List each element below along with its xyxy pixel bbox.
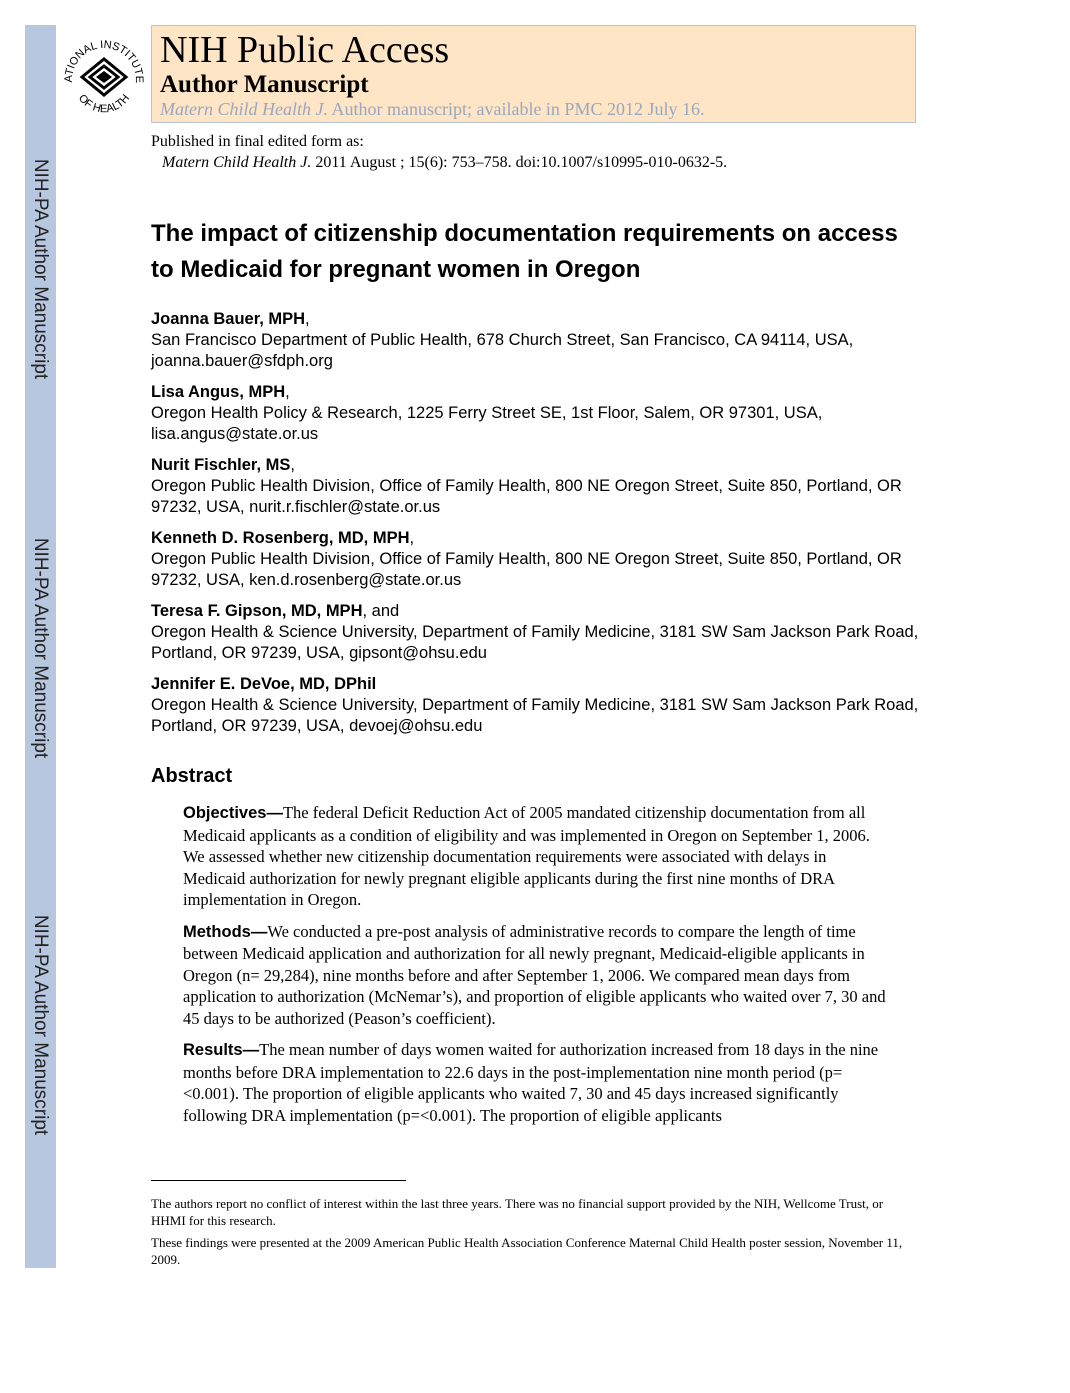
results-label: Results— <box>183 1041 260 1059</box>
logo-text-top: ATIONAL INSTITUTE <box>62 38 146 84</box>
results-text: The mean number of days women waited for authorization increased from 18 days in the nine months before DRA implementation to 22.6 days in the post-implementation nine month period (p=<0.001). The proportion of eligible applicants who waited 7, 30 and 45 days increased significantly following DRA implementation (p=<0.001). The proportion of eligible applicants <box>183 1040 879 1125</box>
nih-header <box>151 25 916 123</box>
published-journal: Matern Child Health J. <box>162 154 312 171</box>
footnote: The authors report no conflict of interest within the last three years. There was no financial support provided by the NIH, Wellcome Trust, or HHMI for this research. <box>151 1196 884 1228</box>
author-affiliation: Oregon Health & Science University, Department of Family Medicine, 3181 SW Sam Jackson Park Road, Portland, OR 97239, USA, devoej@ohsu.edu <box>151 696 919 735</box>
citation-text: 2011 August ; 15(6): 753–758. doi:10.1007/s10995-010-0632-5. <box>315 154 728 171</box>
nih-logo <box>56 25 151 125</box>
author-affiliation: San Francisco Department of Public Health, 678 Church Street, San Francisco, CA 94114, USA, joanna.bauer@sfdph.org <box>151 331 854 370</box>
availability-text: Author manuscript; available in PMC 2012 July 16. <box>331 99 705 119</box>
author-entry <box>151 528 921 591</box>
author-sep: , <box>305 310 310 328</box>
author-affiliation: Oregon Public Health Division, Office of Family Health, 800 NE Oregon Street, Suite 850, Portland, OR 97232, USA, ken.d.rosenberg@state.or.us <box>151 550 902 589</box>
methods-label: Methods— <box>183 922 268 941</box>
abstract-heading: Abstract <box>151 765 233 787</box>
author-sep: , <box>290 456 295 474</box>
author-name: Lisa Angus, MPH <box>151 383 286 401</box>
published-info <box>151 131 727 173</box>
author-entry <box>151 382 921 445</box>
footnote: These findings were presented at the 2009 American Public Health Association Conference Maternal Child Health poster session, November 11, 2009. <box>151 1235 903 1267</box>
abstract-methods <box>183 921 888 1030</box>
journal-name: Matern Child Health J. <box>160 99 328 119</box>
published-label: Published in final edited form as: <box>151 133 364 150</box>
author-affiliation: Oregon Public Health Division, Office of Family Health, 800 NE Oregon Street, Suite 850, Portland, OR 97232, USA, nurit.r.fischler@state.or.us <box>151 477 902 516</box>
footnotes <box>151 1195 911 1273</box>
hhs-eagle-icon <box>82 59 126 95</box>
author-name: Jennifer E. DeVoe, MD, DPhil <box>151 675 377 693</box>
abstract-body <box>183 802 888 1136</box>
paper-title: The impact of citizenship documentation requirements on access to Medicaid for pregnant women in Oregon <box>151 220 898 283</box>
author-name: Joanna Bauer, MPH <box>151 310 306 328</box>
objectives-label: Objectives— <box>183 804 283 822</box>
author-name: Teresa F. Gipson, MD, MPH <box>151 602 363 620</box>
author-list <box>151 309 921 747</box>
objectives-text: The federal Deficit Reduction Act of 2005 mandated citizenship documentation from all Medicaid applicants as a condition of eligibility and was implemented in Oregon on September 1, 2006. We assessed whether new citizenship documentation requirements were associated with delays in Medicaid authorization for newly pregnant eligible applicants during the first nine months of DRA implementation in Oregon. <box>183 803 870 909</box>
author-name: Nurit Fischler, MS <box>151 456 291 474</box>
sidebar-label: NIH-PA Author Manuscript <box>30 914 51 1136</box>
author-sep: , and <box>362 602 400 620</box>
author-entry <box>151 455 921 518</box>
methods-text: We conducted a pre-post analysis of administrative records to compare the length of time between Medicaid application and authorization for all newly pregnant, Medicaid-eligible applicants in Oregon (n= 29,284), nine months before and after September 1, 2006. We compared mean days from application to authorization (McNemar’s), and proportion of eligible applicants who waited over 7, 30 and 45 days to be authorized (Peason’s coefficient). <box>183 921 886 1028</box>
author-name: Kenneth D. Rosenberg, MD, MPH <box>151 529 410 547</box>
footnote-divider <box>151 1180 406 1181</box>
logo-text-bottom: OF HEALTH <box>75 92 133 116</box>
author-affiliation: Oregon Health Policy & Research, 1225 Ferry Street SE, 1st Floor, Salem, OR 97301, USA, lisa.angus@state.or.us <box>151 404 823 443</box>
author-entry <box>151 309 921 372</box>
author-entry <box>151 674 921 737</box>
sidebar-label: NIH-PA Author Manuscript <box>30 158 51 380</box>
abstract-objectives <box>183 802 888 911</box>
nih-subtitle: Author Manuscript <box>160 71 369 98</box>
sidebar-label: NIH-PA Author Manuscript <box>30 537 51 759</box>
availability-line <box>160 99 704 120</box>
author-sep: , <box>409 529 415 547</box>
author-entry <box>151 601 921 664</box>
nih-title: NIH Public Access <box>160 29 450 71</box>
author-sep: , <box>285 383 290 401</box>
author-affiliation: Oregon Health & Science University, Department of Family Medicine, 3181 SW Sam Jackson Park Road, Portland, OR 97239, USA, gipsont@ohsu.edu <box>151 623 919 662</box>
abstract-results <box>183 1039 888 1126</box>
published-citation <box>151 152 727 173</box>
